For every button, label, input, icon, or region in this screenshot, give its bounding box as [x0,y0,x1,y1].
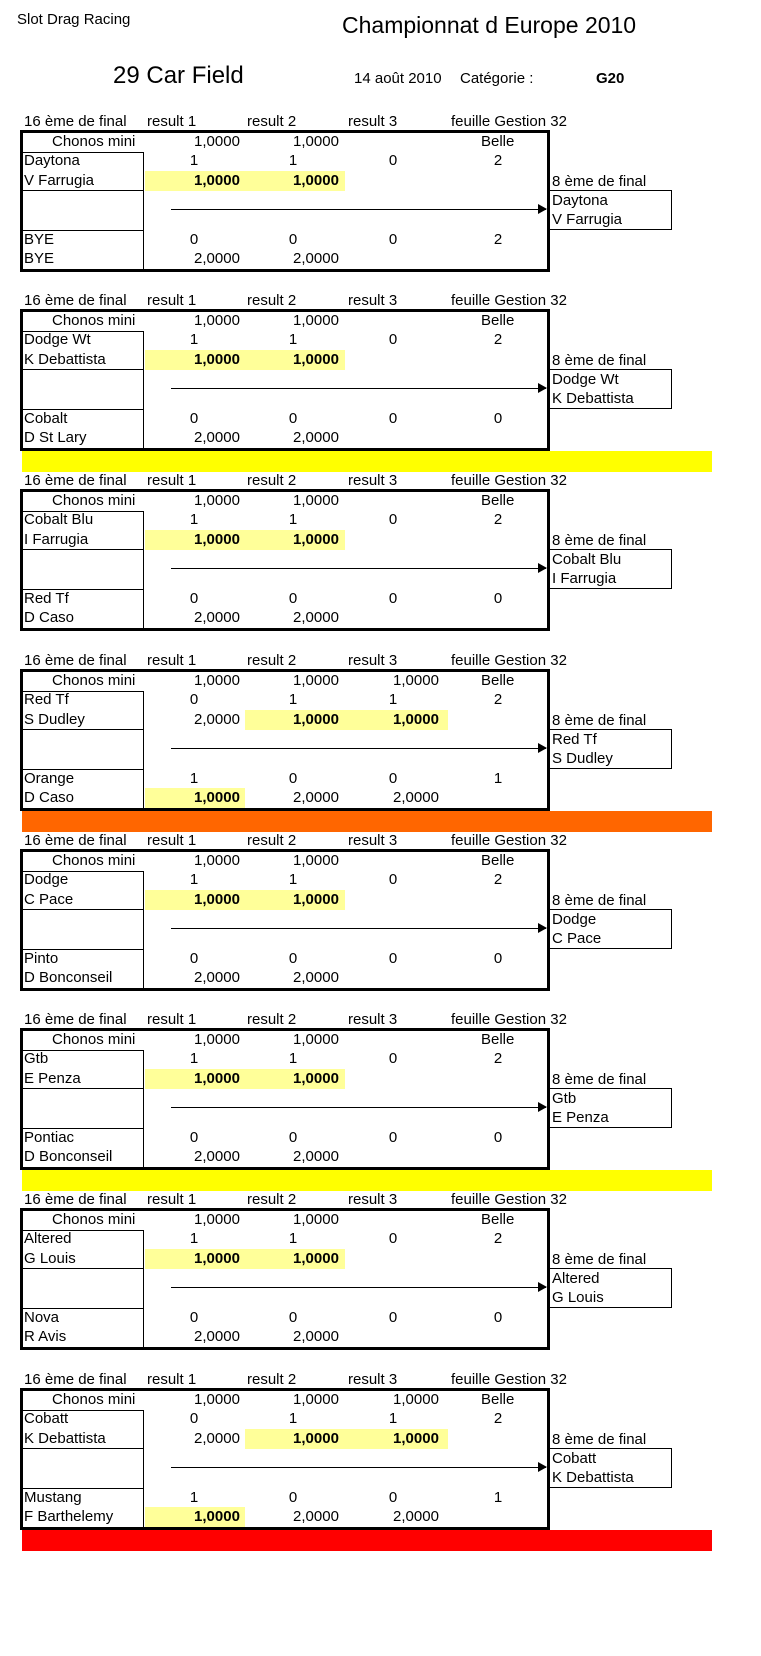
result3-header: result 3 [348,1011,398,1028]
belle-label: Belle [481,852,515,869]
chronos-label: Chonos mini [52,1391,136,1408]
sheet-label: feuille Gestion 32 [451,832,567,849]
result2-header: result 2 [247,292,297,309]
result3-header: result 3 [348,472,398,489]
category-value: G20 [596,70,625,87]
time-b: 2,0000 [393,1508,439,1525]
wins-a: 1 [288,511,298,528]
name-col-divider [143,871,144,989]
wins-b: 0 [288,950,298,967]
wins-b: 0 [388,231,398,248]
next-round-label: 8 ème de final [552,1431,647,1448]
frame-bottom [20,1347,550,1350]
result1-header: result 1 [147,472,197,489]
advance-arrow [171,928,546,929]
car-a: Gtb [24,1050,49,1067]
time-a: 1,0000 [293,891,339,908]
sheet-label: feuille Gestion 32 [451,1191,567,1208]
total-a: 2 [493,1230,503,1247]
separator-band [22,451,712,472]
chronos-value: 1,0000 [293,1391,339,1408]
sheet-label: feuille Gestion 32 [451,472,567,489]
wins-a: 1 [288,152,298,169]
time-a: 1,0000 [293,1070,339,1087]
next-round-label: 8 ème de final [552,173,647,190]
winner-car: Dodge Wt [552,371,619,388]
driver-b: D St Lary [24,429,87,446]
frame-bottom [20,269,550,272]
car-b: Orange [24,770,75,787]
result3-header: result 3 [348,1371,398,1388]
result2-header: result 2 [247,1011,297,1028]
sheet-label: feuille Gestion 32 [451,113,567,130]
time-a: 1,0000 [293,1430,339,1447]
wins-b: 0 [388,1489,398,1506]
wins-b: 0 [288,410,298,427]
name-col-divider [143,1050,144,1168]
driver-a: I Farrugia [24,531,89,548]
advance-arrow [171,568,546,569]
wins-a: 1 [189,331,199,348]
wins-a: 1 [388,1410,398,1427]
sheet-label: feuille Gestion 32 [451,652,567,669]
wins-b: 0 [288,770,298,787]
page-title: Championnat d Europe 2010 [342,12,637,38]
wins-b: 0 [388,770,398,787]
total-b: 0 [493,590,503,607]
wins-b: 0 [189,1309,199,1326]
total-a: 2 [493,331,503,348]
wins-b: 0 [189,590,199,607]
winner-car: Daytona [552,192,608,209]
result1-header: result 1 [147,292,197,309]
wins-b: 0 [288,1129,298,1146]
result1-header: result 1 [147,1191,197,1208]
wins-b: 0 [189,1129,199,1146]
time-b: 2,0000 [293,969,339,986]
total-a: 2 [493,691,503,708]
chronos-value: 1,0000 [194,852,240,869]
next-round-label: 8 ème de final [552,1251,647,1268]
total-b: 0 [493,410,503,427]
round-label: 16 ème de final [24,472,127,489]
wins-b: 0 [388,410,398,427]
wins-a: 0 [388,331,398,348]
wins-a: 1 [189,1230,199,1247]
chronos-value: 1,0000 [293,492,339,509]
car-b: Red Tf [24,590,69,607]
round-label: 16 ème de final [24,652,127,669]
chronos-label: Chonos mini [52,133,136,150]
wins-a: 1 [388,691,398,708]
sheet-label: feuille Gestion 32 [451,1011,567,1028]
total-b: 2 [493,231,503,248]
chronos-label: Chonos mini [52,672,136,689]
chronos-value: 1,0000 [194,1031,240,1048]
time-a: 1,0000 [393,711,439,728]
result1-header: result 1 [147,1371,197,1388]
wins-a: 1 [189,152,199,169]
driver-b: F Barthelemy [24,1508,114,1525]
driver-a: K Debattista [24,1430,106,1447]
wins-a: 0 [388,511,398,528]
advance-arrow [171,748,546,749]
chronos-value: 1,0000 [194,1211,240,1228]
time-a: 1,0000 [194,351,240,368]
wins-b: 0 [288,1309,298,1326]
result1-header: result 1 [147,652,197,669]
winner-car: Red Tf [552,731,597,748]
wins-b: 0 [288,231,298,248]
result1-header: result 1 [147,832,197,849]
time-b: 2,0000 [393,789,439,806]
belle-label: Belle [481,133,515,150]
winner-driver: K Debattista [552,1469,634,1486]
time-a: 1,0000 [194,1070,240,1087]
time-b: 2,0000 [194,429,240,446]
time-a: 1,0000 [194,891,240,908]
car-b: Cobalt [24,410,68,427]
time-b: 2,0000 [194,969,240,986]
chronos-label: Chonos mini [52,852,136,869]
time-a: 1,0000 [194,531,240,548]
result2-header: result 2 [247,832,297,849]
total-a: 2 [493,1050,503,1067]
car-a: Daytona [24,152,80,169]
chronos-value: 1,0000 [194,133,240,150]
time-a: 1,0000 [293,1250,339,1267]
wins-a: 0 [388,1230,398,1247]
chronos-value: 1,0000 [393,672,439,689]
driver-b: D Bonconseil [24,1148,113,1165]
time-a: 2,0000 [194,1430,240,1447]
winner-car: Altered [552,1270,600,1287]
wins-a: 1 [288,331,298,348]
wins-a: 1 [288,1050,298,1067]
chronos-value: 1,0000 [393,1391,439,1408]
wins-b: 0 [388,950,398,967]
winner-car: Gtb [552,1090,577,1107]
total-a: 2 [493,871,503,888]
total-b: 0 [493,1129,503,1146]
car-b: BYE [24,231,55,248]
time-a: 1,0000 [293,711,339,728]
driver-b: R Avis [24,1328,67,1345]
time-b: 2,0000 [293,789,339,806]
wins-a: 1 [189,511,199,528]
wins-b: 0 [189,231,199,248]
wins-b: 0 [189,410,199,427]
result3-header: result 3 [348,832,398,849]
name-col-divider [143,1410,144,1528]
driver-a: G Louis [24,1250,76,1267]
field-size: 29 Car Field [113,62,244,89]
chronos-value: 1,0000 [194,492,240,509]
result3-header: result 3 [348,113,398,130]
separator-band [22,811,712,832]
wins-a: 0 [388,871,398,888]
chronos-value: 1,0000 [293,672,339,689]
driver-a: E Penza [24,1070,81,1087]
car-a: Altered [24,1230,72,1247]
next-round-label: 8 ème de final [552,892,647,909]
wins-b: 0 [388,1309,398,1326]
wins-a: 0 [189,691,199,708]
chronos-value: 1,0000 [194,1391,240,1408]
time-a: 1,0000 [194,1250,240,1267]
time-b: 2,0000 [194,1328,240,1345]
wins-a: 1 [288,1410,298,1427]
time-b: 2,0000 [293,609,339,626]
next-round-label: 8 ème de final [552,1071,647,1088]
sheet-label: feuille Gestion 32 [451,1371,567,1388]
driver-b: D Caso [24,609,75,626]
car-b: Pinto [24,950,59,967]
wins-b: 1 [189,1489,199,1506]
wins-a: 1 [189,871,199,888]
advance-arrow [171,1107,546,1108]
total-b: 1 [493,770,503,787]
wins-b: 0 [189,950,199,967]
chronos-value: 1,0000 [293,1211,339,1228]
wins-b: 0 [388,590,398,607]
time-b: 2,0000 [293,250,339,267]
wins-b: 0 [288,590,298,607]
result3-header: result 3 [348,1191,398,1208]
time-b: 2,0000 [194,609,240,626]
car-b: Mustang [24,1489,82,1506]
time-b: 2,0000 [293,1328,339,1345]
winner-driver: C Pace [552,930,602,947]
chronos-value: 1,0000 [293,1031,339,1048]
advance-arrow [171,209,546,210]
wins-a: 1 [288,1230,298,1247]
chronos-label: Chonos mini [52,1031,136,1048]
wins-b: 0 [288,1489,298,1506]
winner-driver: V Farrugia [552,211,623,228]
round-label: 16 ème de final [24,292,127,309]
result1-header: result 1 [147,1011,197,1028]
name-col-divider [143,511,144,629]
belle-label: Belle [481,672,515,689]
chronos-label: Chonos mini [52,1211,136,1228]
round-label: 16 ème de final [24,832,127,849]
winner-car: Dodge [552,911,597,928]
winner-driver: E Penza [552,1109,609,1126]
winner-driver: S Dudley [552,750,613,767]
wins-a: 1 [288,691,298,708]
car-b: Nova [24,1309,60,1326]
time-a: 1,0000 [393,1430,439,1447]
time-a: 1,0000 [194,172,240,189]
total-a: 2 [493,511,503,528]
advance-arrow [171,388,546,389]
time-b: 1,0000 [194,1508,240,1525]
car-a: Dodge Wt [24,331,91,348]
time-b: 2,0000 [194,1148,240,1165]
driver-b: D Bonconseil [24,969,113,986]
event-date: 14 août 2010 [354,70,442,87]
round-label: 16 ème de final [24,1371,127,1388]
total-b: 1 [493,1489,503,1506]
separator-band [22,1530,712,1551]
wins-b: 0 [388,1129,398,1146]
time-b: 2,0000 [293,429,339,446]
frame-bottom [20,988,550,991]
belle-label: Belle [481,492,515,509]
time-b: 2,0000 [293,1508,339,1525]
result3-header: result 3 [348,292,398,309]
result3-header: result 3 [348,652,398,669]
next-round-label: 8 ème de final [552,532,647,549]
chronos-value: 1,0000 [293,312,339,329]
name-col-divider [143,152,144,270]
category-label: Catégorie : [460,70,534,87]
car-a: Cobatt [24,1410,69,1427]
time-a: 1,0000 [293,531,339,548]
chronos-label: Chonos mini [52,312,136,329]
name-col-divider [143,691,144,809]
wins-a: 0 [189,1410,199,1427]
chronos-label: Chonos mini [52,492,136,509]
driver-b: BYE [24,250,55,267]
total-b: 0 [493,1309,503,1326]
driver-a: V Farrugia [24,172,95,189]
car-a: Cobalt Blu [24,511,94,528]
chronos-value: 1,0000 [194,312,240,329]
next-round-label: 8 ème de final [552,352,647,369]
wins-a: 0 [388,152,398,169]
belle-label: Belle [481,1391,515,1408]
driver-b: D Caso [24,789,75,806]
driver-a: C Pace [24,891,74,908]
time-a: 1,0000 [293,172,339,189]
result2-header: result 2 [247,652,297,669]
time-a: 1,0000 [293,351,339,368]
result2-header: result 2 [247,1371,297,1388]
time-b: 2,0000 [293,1148,339,1165]
next-round-label: 8 ème de final [552,712,647,729]
car-b: Pontiac [24,1129,75,1146]
car-a: Dodge [24,871,69,888]
result2-header: result 2 [247,1191,297,1208]
total-a: 2 [493,1410,503,1427]
separator-band [22,1170,712,1191]
wins-a: 1 [189,1050,199,1067]
belle-label: Belle [481,312,515,329]
round-label: 16 ème de final [24,1191,127,1208]
belle-label: Belle [481,1211,515,1228]
round-label: 16 ème de final [24,1011,127,1028]
time-b: 2,0000 [194,250,240,267]
sheet-label: feuille Gestion 32 [451,292,567,309]
chronos-value: 1,0000 [194,672,240,689]
wins-a: 0 [388,1050,398,1067]
org-name: Slot Drag Racing [17,11,131,28]
winner-driver: I Farrugia [552,570,617,587]
round-label: 16 ème de final [24,113,127,130]
winner-driver: K Debattista [552,390,634,407]
frame-bottom [20,628,550,631]
chronos-value: 1,0000 [293,133,339,150]
result2-header: result 2 [247,113,297,130]
time-a: 2,0000 [194,711,240,728]
advance-arrow [171,1467,546,1468]
driver-a: K Debattista [24,351,106,368]
driver-a: S Dudley [24,711,85,728]
name-col-divider [143,1230,144,1348]
time-b: 1,0000 [194,789,240,806]
advance-arrow [171,1287,546,1288]
total-b: 0 [493,950,503,967]
winner-driver: G Louis [552,1289,604,1306]
belle-label: Belle [481,1031,515,1048]
total-a: 2 [493,152,503,169]
chronos-value: 1,0000 [293,852,339,869]
result2-header: result 2 [247,472,297,489]
name-col-divider [143,331,144,449]
result1-header: result 1 [147,113,197,130]
winner-car: Cobalt Blu [552,551,622,568]
winner-car: Cobatt [552,1450,597,1467]
car-a: Red Tf [24,691,69,708]
wins-a: 1 [288,871,298,888]
wins-b: 1 [189,770,199,787]
